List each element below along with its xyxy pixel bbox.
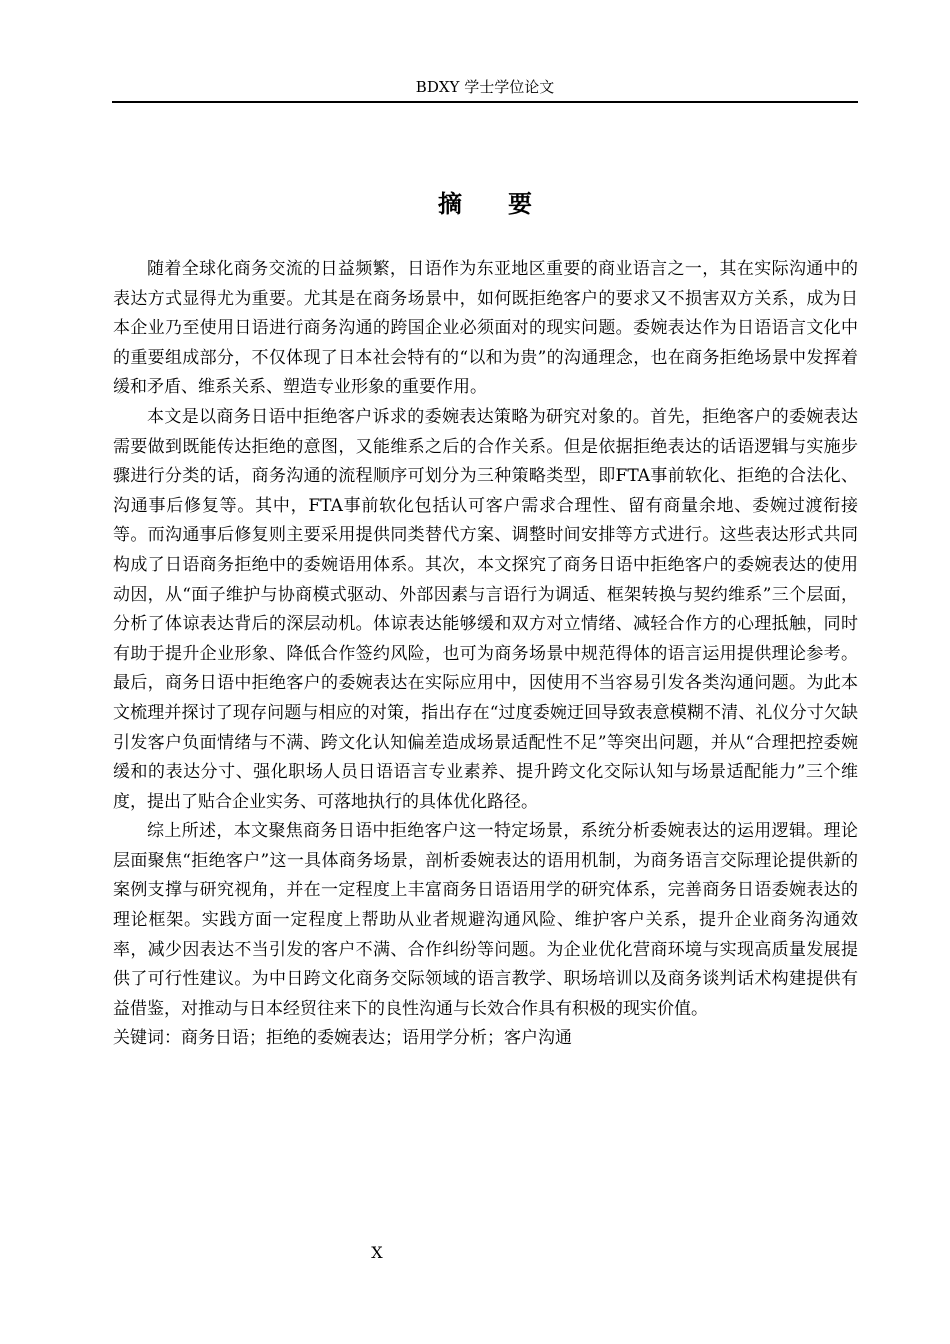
abstract-body [113, 255, 858, 1054]
keywords-value: 商务日语；拒绝的委婉表达；语用学分析；客户沟通 [181, 1028, 572, 1049]
paragraph-1: 随着全球化商务交流的日益频繁，日语作为东亚地区重要的商业语言之一，其在实际沟通中的表达方式显得尤为重要。尤其是在商务场景中，如何既拒绝客户的要求又不损害双方关系，成为日本企业乃至使用日语进行商务沟通的跨国企业必须面对的现实问题。委婉表达作为日语语言文化中的重要组成部分，不仅体现了日本社会特有的“以和为贵”的沟通理念，也在商务拒绝场景中发挥着缓和矛盾、维系关系、塑造专业形象的重要作用。 [113, 259, 858, 398]
page-number: X [371, 1243, 383, 1262]
keywords-label: 关键词： [113, 1028, 181, 1049]
running-header: BDXY 学士学位论文 [415, 78, 555, 96]
paragraph-2: 本文是以商务日语中拒绝客户诉求的委婉表达策略为研究对象的。首先，拒绝客户的委婉表达需要做到既能传达拒绝的意图，又能维系之后的合作关系。但是依据拒绝表达的话语逻辑与实施步骤进行分类的话，商务沟通的流程顺序可划分为三种策略类型，即FTA事前软化、拒绝的合法化、沟通事后修复等。其中，FTA事前软化包括认可客户需求合理性、留有商量余地、委婉过渡衔接等。而沟通事后修复则主要采用提供同类替代方案、调整时间安排等方式进行。这些表达形式共同构成了日语商务拒绝中的委婉语用体系。其次，本文探究了商务日语中拒绝客户的委婉表达的使用动因，从“面子维护与协商模式驱动、外部因素与言语行为调适、框架转换与契约维系”三个层面，分析了体谅表达背后的深层动机。体谅表达能够缓和双方对立情绪、减轻合作方的心理抵触，同时有助于提升企业形象、降低合作签约风险，也可为商务场景中规范得体的语言运用提供理论参考。 最后，商务日语中拒绝客户的委婉表达在实际应用中，因使用不当容易引发各类沟通问题。为此本文梳理并探讨了现存问题与相应的对策，指出存在“过度委婉迂回导致表意模糊不清、礼仪分寸欠缺引发客户负面情绪与不满、跨文化认知偏差造成场景适配性不足”等突出问题，并从“合理把控委婉缓和的表达分寸、强化职场人员日语语言专业素养、提升跨文化交际认知与场景适配能力”三个维度，提出了贴合企业实务、可落地执行的具体优化路径。 [113, 406, 858, 812]
paragraph-3: 综上所述，本文聚焦商务日语中拒绝客户这一特定场景，系统分析委婉表达的运用逻辑。理论层面聚焦“拒绝客户”这一具体商务场景，剖析委婉表达的语用机制，为商务语言交际理论提供新的案例支撑与研究视角，并在一定程度上丰富商务日语语用学的研究体系，完善商务日语委婉表达的理论框架。实践方面一定程度上帮助从业者规避沟通风险、维护客户关系，提升企业商务沟通效率，减少因表达不当引发的客户不满、合作纠纷等问题。为企业优化营商环境与实现高质量发展提供了可行性建议。为中日跨文化商务交际领域的语言教学、职场培训以及商务谈判话术构建提供有益借鉴，对推动与日本经贸往来下的良性沟通与长效合作具有积极的现实价值。 [113, 821, 858, 1019]
section-title: 摘要 [438, 190, 578, 218]
header-rule [112, 101, 858, 103]
keywords-line [113, 1024, 858, 1054]
